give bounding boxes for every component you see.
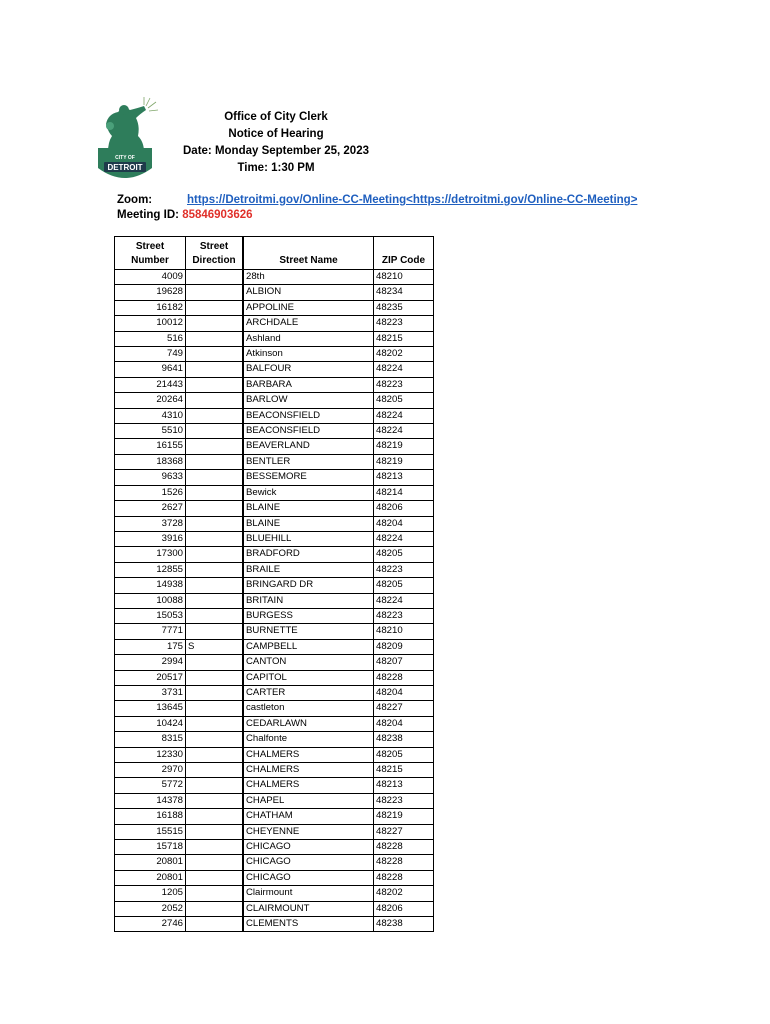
street-direction-cell — [186, 316, 243, 331]
table-row — [115, 917, 434, 932]
street-direction-cell — [186, 886, 243, 901]
street-direction-cell — [186, 578, 243, 593]
street-name-cell: CHICAGO — [244, 855, 374, 870]
table-row — [115, 655, 434, 670]
street-number-cell: 20801 — [115, 870, 186, 885]
zip-code-cell: 48206 — [374, 501, 434, 516]
street-name-cell: Bewick — [244, 485, 374, 500]
table-row — [115, 793, 434, 808]
table-row — [115, 393, 434, 408]
street-direction-cell — [186, 901, 243, 916]
zip-code-cell: 48215 — [374, 331, 434, 346]
street-number-cell: 16155 — [115, 439, 186, 454]
street-number-cell: 516 — [115, 331, 186, 346]
street-number-cell: 15053 — [115, 608, 186, 623]
street-name-cell: CHICAGO — [244, 840, 374, 855]
street-number-cell: 3731 — [115, 685, 186, 700]
header-street-direction: Street Direction — [186, 237, 243, 270]
zip-code-cell: 48204 — [374, 516, 434, 531]
header-zip-code: ZIP Code — [374, 237, 434, 270]
street-name-cell: CHAPEL — [244, 793, 374, 808]
street-name-cell: BRITAIN — [244, 593, 374, 608]
street-name-cell: CLAIRMOUNT — [244, 901, 374, 916]
table-header-row — [115, 237, 434, 270]
table-row — [115, 870, 434, 885]
street-direction-cell — [186, 454, 243, 469]
street-direction-cell — [186, 747, 243, 762]
street-number-cell: 9633 — [115, 470, 186, 485]
street-number-cell: 2994 — [115, 655, 186, 670]
street-number-cell: 8315 — [115, 732, 186, 747]
zip-code-cell: 48228 — [374, 870, 434, 885]
street-direction-cell — [186, 778, 243, 793]
street-name-cell: BEACONSFIELD — [244, 408, 374, 423]
street-direction-cell: S — [186, 639, 243, 654]
zip-code-cell: 48219 — [374, 439, 434, 454]
zip-code-cell: 48202 — [374, 886, 434, 901]
street-name-cell: BALFOUR — [244, 362, 374, 377]
street-number-cell: 20801 — [115, 855, 186, 870]
zoom-link[interactable]: https://Detroitmi.gov/Online-CC-Meeting<https://detroitmi.gov/Online-CC-Meeting> — [187, 194, 638, 206]
table-row — [115, 470, 434, 485]
table-row — [115, 763, 434, 778]
street-direction-cell — [186, 362, 243, 377]
zip-code-cell: 48234 — [374, 285, 434, 300]
table-row — [115, 608, 434, 623]
street-name-cell: Ashland — [244, 331, 374, 346]
street-number-cell: 15515 — [115, 824, 186, 839]
table-row — [115, 901, 434, 916]
street-direction-cell — [186, 377, 243, 392]
street-table — [114, 236, 434, 932]
street-name-cell: BRADFORD — [244, 547, 374, 562]
zip-code-cell: 48214 — [374, 485, 434, 500]
street-name-cell: CANTON — [244, 655, 374, 670]
street-name-cell: BEAVERLAND — [244, 439, 374, 454]
street-name-cell: BLUEHILL — [244, 531, 374, 546]
table-row — [115, 685, 434, 700]
zip-code-cell: 48204 — [374, 685, 434, 700]
hearing-time: Time: 1:30 PM — [237, 162, 315, 174]
zip-code-cell: 48224 — [374, 593, 434, 608]
street-number-cell: 749 — [115, 347, 186, 362]
street-name-cell: BARBARA — [244, 377, 374, 392]
header-street-number: Street Number — [115, 237, 186, 270]
table-row — [115, 562, 434, 577]
street-number-cell: 21443 — [115, 377, 186, 392]
street-number-cell: 19628 — [115, 285, 186, 300]
table-row — [115, 716, 434, 731]
zip-code-cell: 48224 — [374, 362, 434, 377]
street-direction-cell — [186, 393, 243, 408]
table-row — [115, 347, 434, 362]
street-direction-cell — [186, 470, 243, 485]
street-name-cell: ARCHDALE — [244, 316, 374, 331]
street-direction-cell — [186, 424, 243, 439]
street-name-cell: Clairmount — [244, 886, 374, 901]
hearing-date: Date: Monday September 25, 2023 — [183, 145, 369, 157]
street-number-cell: 18368 — [115, 454, 186, 469]
street-name-cell: BESSEMORE — [244, 470, 374, 485]
street-number-cell: 16182 — [115, 300, 186, 315]
table-row — [115, 824, 434, 839]
street-name-cell: CAPITOL — [244, 670, 374, 685]
street-name-cell: BURNETTE — [244, 624, 374, 639]
table-row — [115, 485, 434, 500]
table-row — [115, 639, 434, 654]
table-row — [115, 747, 434, 762]
zip-code-cell: 48227 — [374, 824, 434, 839]
street-direction-cell — [186, 840, 243, 855]
table-row — [115, 778, 434, 793]
street-number-cell: 175 — [115, 639, 186, 654]
table-row — [115, 578, 434, 593]
street-number-cell: 10088 — [115, 593, 186, 608]
street-direction-cell — [186, 732, 243, 747]
table-row — [115, 840, 434, 855]
street-name-cell: BRAILE — [244, 562, 374, 577]
street-name-cell: Atkinson — [244, 347, 374, 362]
street-number-cell: 12855 — [115, 562, 186, 577]
street-name-cell: CHALMERS — [244, 747, 374, 762]
street-number-cell: 10012 — [115, 316, 186, 331]
zip-code-cell: 48205 — [374, 393, 434, 408]
table-row — [115, 886, 434, 901]
street-direction-cell — [186, 547, 243, 562]
zoom-label: Zoom: — [117, 194, 153, 206]
street-direction-cell — [186, 855, 243, 870]
office-title: Office of City Clerk — [224, 111, 328, 123]
zip-code-cell: 48224 — [374, 531, 434, 546]
table-row — [115, 624, 434, 639]
street-name-cell: CAMPBELL — [244, 639, 374, 654]
street-name-cell: CEDARLAWN — [244, 716, 374, 731]
zip-code-cell: 48223 — [374, 316, 434, 331]
table-row — [115, 701, 434, 716]
table-row — [115, 809, 434, 824]
table-row — [115, 855, 434, 870]
street-name-cell: BLAINE — [244, 516, 374, 531]
street-name-cell: APPOLINE — [244, 300, 374, 315]
zip-code-cell: 48215 — [374, 763, 434, 778]
street-number-cell: 4310 — [115, 408, 186, 423]
street-number-cell: 2627 — [115, 501, 186, 516]
street-number-cell: 20517 — [115, 670, 186, 685]
street-direction-cell — [186, 670, 243, 685]
street-number-cell: 3916 — [115, 531, 186, 546]
street-name-cell: CHICAGO — [244, 870, 374, 885]
street-name-cell: BARLOW — [244, 393, 374, 408]
street-direction-cell — [186, 516, 243, 531]
zip-code-cell: 48213 — [374, 778, 434, 793]
logo-text-line1: CITY OF — [115, 155, 135, 161]
zip-code-cell: 48210 — [374, 270, 434, 285]
street-name-cell: CLEMENTS — [244, 917, 374, 932]
street-direction-cell — [186, 485, 243, 500]
street-number-cell: 15718 — [115, 840, 186, 855]
table-row — [115, 424, 434, 439]
street-number-cell: 14378 — [115, 793, 186, 808]
zip-code-cell: 48219 — [374, 454, 434, 469]
street-direction-cell — [186, 809, 243, 824]
street-direction-cell — [186, 655, 243, 670]
table-row — [115, 439, 434, 454]
street-direction-cell — [186, 347, 243, 362]
street-name-cell: Chalfonte — [244, 732, 374, 747]
header-street-name: Street Name — [244, 237, 374, 270]
table-row — [115, 316, 434, 331]
table-row — [115, 408, 434, 423]
zip-code-cell: 48238 — [374, 917, 434, 932]
street-direction-cell — [186, 763, 243, 778]
table-row — [115, 362, 434, 377]
zip-code-cell: 48213 — [374, 470, 434, 485]
street-number-cell: 16188 — [115, 809, 186, 824]
table-row — [115, 670, 434, 685]
zip-code-cell: 48205 — [374, 747, 434, 762]
street-number-cell: 7771 — [115, 624, 186, 639]
street-number-cell: 2970 — [115, 763, 186, 778]
street-direction-cell — [186, 531, 243, 546]
street-direction-cell — [186, 685, 243, 700]
zip-code-cell: 48224 — [374, 408, 434, 423]
zip-code-cell: 48223 — [374, 377, 434, 392]
zip-code-cell: 48205 — [374, 578, 434, 593]
street-number-cell: 1205 — [115, 886, 186, 901]
street-name-cell: CHALMERS — [244, 763, 374, 778]
meeting-id-label: Meeting ID: — [117, 209, 179, 221]
table-row — [115, 270, 434, 285]
street-number-cell: 13645 — [115, 701, 186, 716]
street-direction-cell — [186, 701, 243, 716]
street-name-cell: CHATHAM — [244, 809, 374, 824]
street-direction-cell — [186, 624, 243, 639]
street-name-cell: BLAINE — [244, 501, 374, 516]
street-number-cell: 1526 — [115, 485, 186, 500]
street-name-cell: CHEYENNE — [244, 824, 374, 839]
zip-code-cell: 48228 — [374, 840, 434, 855]
street-number-cell: 9641 — [115, 362, 186, 377]
street-direction-cell — [186, 285, 243, 300]
zip-code-cell: 48210 — [374, 624, 434, 639]
street-number-cell: 3728 — [115, 516, 186, 531]
street-direction-cell — [186, 793, 243, 808]
table-row — [115, 300, 434, 315]
street-direction-cell — [186, 917, 243, 932]
street-number-cell: 17300 — [115, 547, 186, 562]
zip-code-cell: 48207 — [374, 655, 434, 670]
zip-code-cell: 48228 — [374, 855, 434, 870]
table-row — [115, 516, 434, 531]
street-number-cell: 5772 — [115, 778, 186, 793]
street-direction-cell — [186, 824, 243, 839]
zoom-row — [117, 192, 637, 208]
street-direction-cell — [186, 593, 243, 608]
table-row — [115, 732, 434, 747]
street-direction-cell — [186, 408, 243, 423]
street-direction-cell — [186, 608, 243, 623]
street-number-cell: 4009 — [115, 270, 186, 285]
street-direction-cell — [186, 870, 243, 885]
street-number-cell: 2746 — [115, 917, 186, 932]
table-row — [115, 547, 434, 562]
zip-code-cell: 48223 — [374, 793, 434, 808]
zip-code-cell: 48223 — [374, 562, 434, 577]
street-direction-cell — [186, 300, 243, 315]
zip-code-cell: 48227 — [374, 701, 434, 716]
street-direction-cell — [186, 331, 243, 346]
street-name-cell: BRINGARD DR — [244, 578, 374, 593]
street-direction-cell — [186, 716, 243, 731]
street-direction-cell — [186, 562, 243, 577]
zip-code-cell: 48228 — [374, 670, 434, 685]
zip-code-cell: 48219 — [374, 809, 434, 824]
street-name-cell: CHALMERS — [244, 778, 374, 793]
notice-title: Notice of Hearing — [228, 128, 324, 140]
street-number-cell: 5510 — [115, 424, 186, 439]
notice-header — [150, 109, 402, 177]
table-row — [115, 593, 434, 608]
street-direction-cell — [186, 501, 243, 516]
zip-code-cell: 48224 — [374, 424, 434, 439]
meeting-id-value: 85846903626 — [182, 209, 253, 221]
street-number-cell: 20264 — [115, 393, 186, 408]
table-row — [115, 285, 434, 300]
street-number-cell: 12330 — [115, 747, 186, 762]
zip-code-cell: 48238 — [374, 732, 434, 747]
table-row — [115, 377, 434, 392]
street-number-cell: 14938 — [115, 578, 186, 593]
street-name-cell: BEACONSFIELD — [244, 424, 374, 439]
street-name-cell: CARTER — [244, 685, 374, 700]
zip-code-cell: 48205 — [374, 547, 434, 562]
table-row — [115, 531, 434, 546]
zip-code-cell: 48206 — [374, 901, 434, 916]
zip-code-cell: 48204 — [374, 716, 434, 731]
street-direction-cell — [186, 439, 243, 454]
table-row — [115, 331, 434, 346]
street-number-cell: 10424 — [115, 716, 186, 731]
zip-code-cell: 48209 — [374, 639, 434, 654]
street-name-cell: BURGESS — [244, 608, 374, 623]
table-row — [115, 454, 434, 469]
logo-text-line2: DETROIT — [107, 163, 143, 172]
street-number-cell: 2052 — [115, 901, 186, 916]
zip-code-cell: 48223 — [374, 608, 434, 623]
street-name-cell: 28th — [244, 270, 374, 285]
zip-code-cell: 48202 — [374, 347, 434, 362]
street-direction-cell — [186, 270, 243, 285]
table-row — [115, 501, 434, 516]
street-name-cell: castleton — [244, 701, 374, 716]
zip-code-cell: 48235 — [374, 300, 434, 315]
meeting-id-row — [117, 207, 253, 223]
street-name-cell: ALBION — [244, 285, 374, 300]
street-name-cell: BENTLER — [244, 454, 374, 469]
